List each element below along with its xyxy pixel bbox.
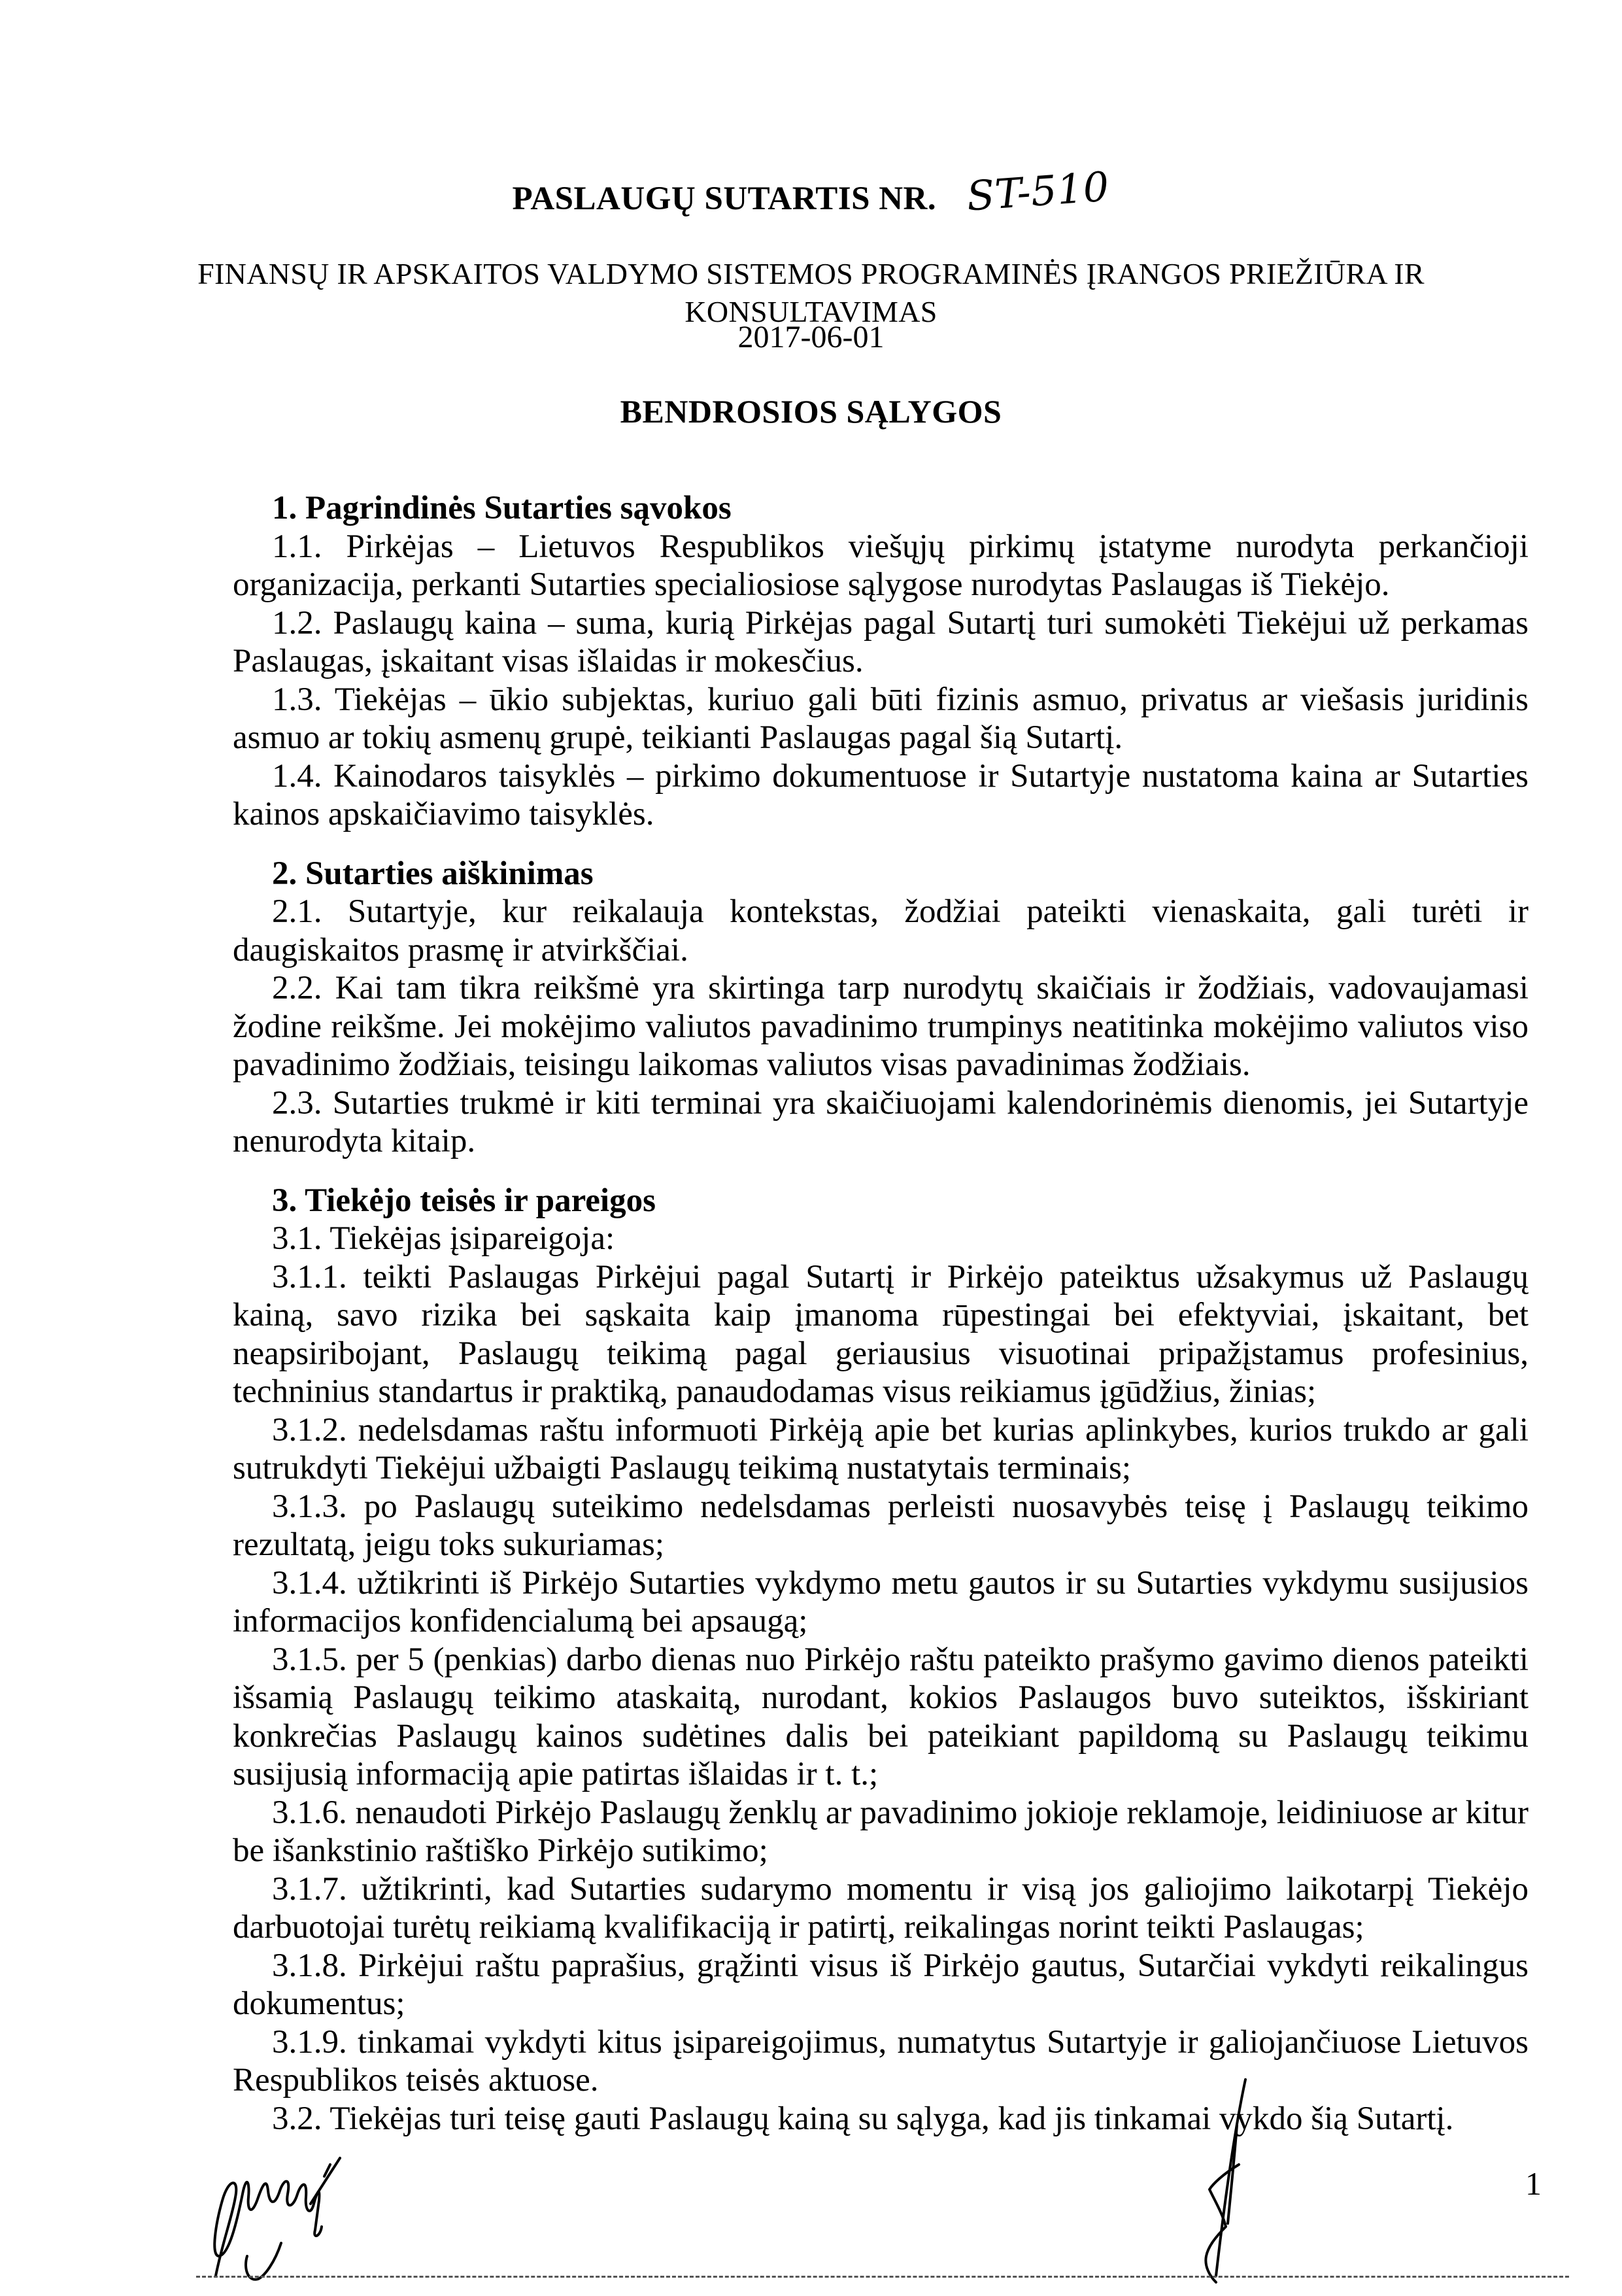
contract-title: [0, 162, 1622, 220]
subtitle-line-1: FINANSŲ IR APSKAITOS VALDYMO SISTEMOS PROGRAMINĖS ĮRANGOS PRIEŽIŪRA IR: [197, 257, 1425, 290]
clause-3-1-4: 3.1.4. užtikrinti iš Pirkėjo Sutarties vykdymo metu gautos ir su Sutarties vykdymu susijusios informacijos konfidencialumą bei apsaugą;: [233, 1564, 1529, 1639]
clause-3-1-2: 3.1.2. nedelsdamas raštu informuoti Pirkėją apie bet kurias aplinkybes, kurios trukdo ar gali sutrukdyti Tiekėjui užbaigti Paslaugų teikimą nustatytais terminais;: [233, 1411, 1529, 1486]
clause-2-3: 2.3. Sutarties trukmė ir kiti terminai yra skaičiuojami kalendorinėmis dienomis, jei Sutartyje nenurodyta kitaip.: [233, 1084, 1529, 1159]
subtitle-line-2: KONSULTAVIMAS: [684, 295, 938, 328]
clause-3-1-1: 3.1.1. teikti Paslaugas Pirkėjui pagal Sutartį ir Pirkėjo pateiktus užsakymus už Paslaugų kainą, savo rizika bei sąskaita kaip įmanoma rūpestingai bei efektyviai, įskaitant, bet neapsiribojant, Paslaugų teikimą pagal geriausius visuotinai pripažįstamus profesinius, techninius standartus ir praktiką, panaudodamas visus reikiamus įgūdžius, žinias;: [233, 1258, 1529, 1410]
section-heading-1: 1. Pagrindinės Sutarties sąvokos: [272, 490, 732, 526]
clause-3-1: 3.1. Tiekėjas įsipareigoja:: [272, 1220, 615, 1257]
section-heading-2: 2. Sutarties aiškinimas: [272, 855, 594, 892]
signature-right-icon: [1206, 2080, 1245, 2282]
clause-3-1-5: 3.1.5. per 5 (penkias) darbo dienas nuo Pirkėjo raštu pateikto prašymo gavimo dienos pateikti išsamią Paslaugų teikimo ataskaitą, nurodant, kokios Paslaugos buvo suteiktos, išskiriant konkrečias Paslaugų kainos sudėtines dalis bei pateikiant papildomą su Paslaugų teikimu susijusią informaciją apie patirtas išlaidas ir t. t.;: [233, 1641, 1529, 1792]
handwritten-contract-number: ST-510: [965, 162, 1111, 220]
signature-area: [0, 2060, 1622, 2293]
page-number: 1: [1525, 2165, 1542, 2202]
clause-3-2: 3.2. Tiekėjas turi teisę gauti Paslaugų kainą su sąlyga, kad jis tinkamai vykdo šią Sutartį.: [272, 2100, 1454, 2137]
clause-1-1: 1.1. Pirkėjas – Lietuvos Respublikos viešųjų pirkimų įstatyme nurodyta perkančioji organizacija, perkanti Sutarties specialiosiose sąlygose nurodytas Paslaugas iš Tiekėjo.: [233, 528, 1529, 603]
contract-date: 2017-06-01: [737, 320, 885, 354]
clause-3-1-7: 3.1.7. užtikrinti, kad Sutarties sudarymo momentu ir visą jos galiojimo laikotarpį Tiekėjo darbuotojai turėtų reikiamą kvalifikaciją ir patirtį, reikalingas norint teikti Paslaugas;: [233, 1870, 1529, 1945]
section-heading-3: 3. Tiekėjo teisės ir pareigos: [272, 1182, 656, 1219]
clause-1-4: 1.4. Kainodaros taisyklės – pirkimo dokumentuose ir Sutartyje nustatoma kaina ar Sutarties kainos apskaičiavimo taisyklės.: [233, 757, 1529, 832]
footer-scan-line: [196, 2276, 1569, 2278]
clause-1-3: 1.3. Tiekėjas – ūkio subjektas, kuriuo gali būti fizinis asmuo, privatus ar viešasis juridinis asmuo ar tokių asmenų grupė, teikianti Paslaugas pagal šią Sutartį.: [233, 681, 1529, 756]
clause-1-2: 1.2. Paslaugų kaina – suma, kurią Pirkėjas pagal Sutartį turi sumokėti Tiekėjui už perkamas Paslaugas, įskaitant visas išlaidas ir mokesčius.: [233, 604, 1529, 679]
signature-left-icon: [214, 2158, 340, 2280]
clause-2-1: 2.1. Sutartyje, kur reikalauja kontekstas, žodžiai pateikti vienaskaita, gali turėti ir daugiskaitos prasmę ir atvirkščiai.: [233, 893, 1529, 968]
clause-3-1-8: 3.1.8. Pirkėjui raštu paprašius, grąžinti visus iš Pirkėjo gautus, Sutarčiai vykdyti reikalingus dokumentus;: [233, 1947, 1529, 2022]
clause-3-1-3: 3.1.3. po Paslaugų suteikimo nedelsdamas perleisti nuosavybės teisę į Paslaugų teikimo rezultatą, jeigu toks sukuriamas;: [233, 1488, 1529, 1563]
clause-3-1-6: 3.1.6. nenaudoti Pirkėjo Paslaugų ženklų ar pavadinimo jokioje reklamoje, leidiniuose ar kitur be išankstinio raštiško Pirkėjo sutikimo;: [233, 1794, 1529, 1869]
general-conditions-heading: BENDROSIOS SĄLYGOS: [620, 393, 1002, 430]
contract-title-text: PASLAUGŲ SUTARTIS NR.: [512, 180, 937, 217]
clause-2-2: 2.2. Kai tam tikra reikšmė yra skirtinga tarp nurodytų skaičiais ir žodžiais, vadovaujamasi žodine reikšme. Jei mokėjimo valiutos pavadinimo trumpinys neatitinka mokėjimo valiutos viso pavadinimo žodžiais, teisingu laikomas valiutos visas pavadinimas žodžiais.: [233, 970, 1529, 1083]
document-body: [233, 489, 1529, 2138]
clause-3-1-9: 3.1.9. tinkamai vykdyti kitus įsipareigojimus, numatytus Sutartyje ir galiojančiuose Lietuvos Respublikos teisės aktuose.: [233, 2023, 1529, 2099]
